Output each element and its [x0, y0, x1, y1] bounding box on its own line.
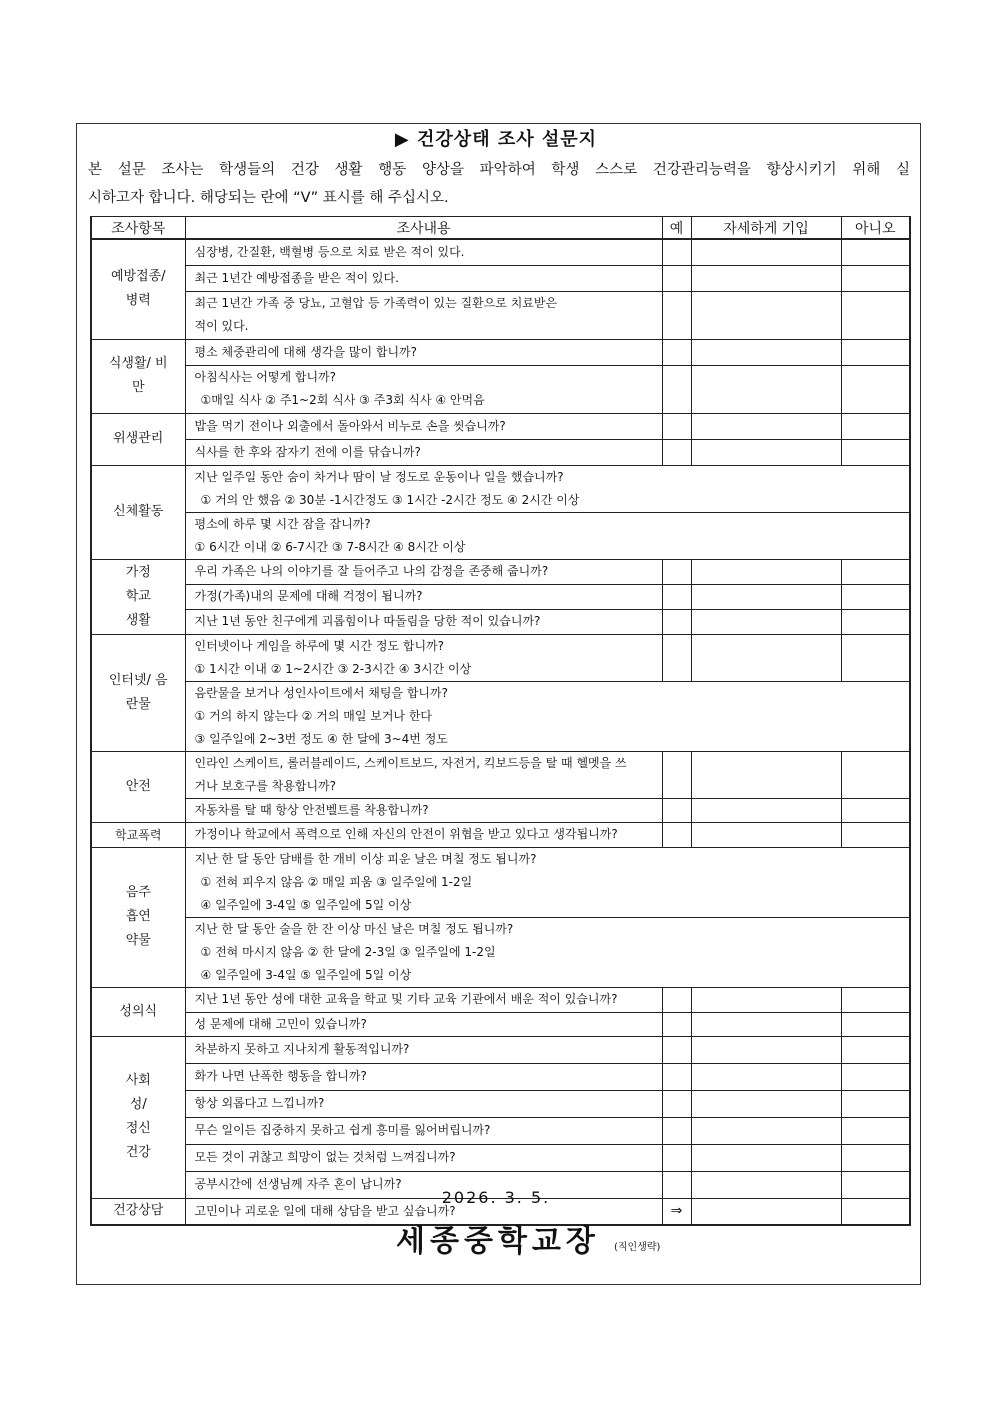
answer-options: ① 거의 하지 않는다 ② 거의 매일 보거나 한다	[194, 708, 433, 723]
answer-yes-cell[interactable]	[662, 798, 691, 822]
answer-options: ③ 일주일에 2~3번 정도 ④ 한 달에 3~4번 정도	[194, 731, 448, 746]
answer-yes-cell[interactable]	[662, 1117, 691, 1144]
category-internet: 인터넷/ 음란물	[91, 634, 185, 751]
answer-no-cell[interactable]	[841, 634, 910, 681]
answer-options: ① 1시간 이내 ② 1~2시간 ③ 2-3시간 ④ 3시간 이상	[194, 661, 472, 676]
answer-detail-cell[interactable]	[691, 365, 841, 413]
answer-no-cell[interactable]	[841, 291, 910, 339]
table-row	[91, 291, 910, 339]
question-text	[185, 917, 910, 987]
table-row	[91, 1036, 910, 1063]
answer-yes-cell[interactable]	[662, 1036, 691, 1063]
header-no: 아니오	[841, 217, 910, 240]
category-mental: 사회 성/ 정신 건강	[91, 1036, 185, 1198]
answer-detail-cell[interactable]	[691, 291, 841, 339]
category-prevention: 예방접종/ 병력	[91, 239, 185, 339]
answer-detail-cell[interactable]	[691, 413, 841, 439]
answer-yes-cell[interactable]	[662, 239, 691, 265]
question-text: 심장병, 간질환, 백혈병 등으로 치료 받은 적이 있다.	[185, 239, 662, 265]
answer-yes-cell[interactable]	[662, 822, 691, 847]
answer-yes-cell[interactable]	[662, 987, 691, 1012]
category-violence: 학교폭력	[91, 822, 185, 847]
answer-yes-cell[interactable]	[662, 584, 691, 609]
table-row	[91, 1090, 910, 1117]
answer-yes-cell[interactable]	[662, 634, 691, 681]
header-content: 조사내용	[185, 217, 662, 240]
category-physical: 신체활동	[91, 465, 185, 559]
question-text: 우리 가족은 나의 이야기를 잘 들어주고 나의 감정을 존중해 줍니까?	[185, 559, 662, 584]
answer-no-cell[interactable]	[841, 1036, 910, 1063]
seal-note: (직인생략)	[614, 1242, 661, 1253]
question-line: 음란물을 보거나 성인사이트에서 채팅을 합니까?	[194, 685, 448, 700]
answer-yes-cell[interactable]	[662, 265, 691, 291]
answer-yes-cell[interactable]	[662, 365, 691, 413]
answer-yes-cell[interactable]	[662, 1090, 691, 1117]
answer-detail-cell[interactable]	[691, 1144, 841, 1171]
answer-detail-cell[interactable]	[691, 1012, 841, 1036]
answer-no-cell[interactable]	[841, 751, 910, 798]
table-row	[91, 365, 910, 413]
question-text: 화가 나면 난폭한 행동을 합니까?	[185, 1063, 662, 1090]
answer-no-cell[interactable]	[841, 584, 910, 609]
answer-options: ①매일 식사 ② 주1~2회 식사 ③ 주3회 식사 ④ 안먹음	[200, 393, 485, 407]
question-text: 최근 1년간 예방접종을 받은 적이 있다.	[185, 265, 662, 291]
answer-no-cell[interactable]	[841, 822, 910, 847]
answer-options: ① 거의 안 했음 ② 30분 -1시간정도 ③ 1시간 -2시간 정도 ④ 2시간 이상	[200, 492, 580, 507]
signer-name: 세종중학교장	[396, 1224, 600, 1259]
question-text: 식사를 한 후와 잠자기 전에 이를 닦습니까?	[185, 439, 662, 465]
question-text	[185, 512, 910, 559]
answer-options: ① 전혀 피우지 않음 ② 매일 피움 ③ 일주일에 1-2일	[200, 874, 473, 889]
question-text	[185, 291, 662, 339]
table-row	[91, 1144, 910, 1171]
answer-yes-cell[interactable]	[662, 559, 691, 584]
answer-no-cell[interactable]	[841, 265, 910, 291]
answer-options: ① 전혀 마시지 않음 ② 한 달에 2-3일 ③ 일주일에 1-2일	[200, 944, 496, 959]
header-yes: 예	[662, 217, 691, 240]
answer-detail-cell[interactable]	[691, 559, 841, 584]
header-detail: 자세하게 기입	[691, 217, 841, 240]
question-text: 차분하지 못하고 지나치게 활동적입니까?	[185, 1036, 662, 1063]
question-text: 성 문제에 대해 고민이 있습니까?	[185, 1012, 662, 1036]
intro-line-2: 시하고자 합니다. 해당되는 란에 “V” 표시를 해 주십시오.	[88, 190, 449, 206]
table-row	[91, 1012, 910, 1036]
table-row	[91, 265, 910, 291]
answer-no-cell[interactable]	[841, 339, 910, 365]
question-text: 가정이나 학교에서 폭력으로 인해 자신의 안전이 위협을 받고 있다고 생각됩니까?	[185, 822, 662, 847]
table-row	[91, 439, 910, 465]
category-safety: 안전	[91, 751, 185, 822]
answer-no-cell[interactable]	[841, 1012, 910, 1036]
question-text: 지난 1년 동안 친구에게 괴롭힘이나 따돌림을 당한 적이 있습니까?	[185, 609, 662, 634]
table-row	[91, 847, 910, 917]
table-row	[91, 1063, 910, 1090]
question-text: 가정(가족)내의 문제에 대해 걱정이 됩니까?	[185, 584, 662, 609]
question-text	[185, 847, 910, 917]
consult-arrow: ⇒	[662, 1198, 691, 1225]
category-hygiene: 위생관리	[91, 413, 185, 465]
answer-yes-cell[interactable]	[662, 339, 691, 365]
question-text: 지난 1년 동안 성에 대한 교육을 학교 및 기타 교육 기관에서 배운 적이 있습니까?	[185, 987, 662, 1012]
question-text	[185, 365, 662, 413]
answer-no-cell[interactable]	[841, 365, 910, 413]
answer-no-cell[interactable]	[841, 1090, 910, 1117]
question-line: 지난 일주일 동안 숨이 차거나 땀이 날 정도로 운동이나 일을 했습니까?	[194, 469, 564, 484]
table-row	[91, 987, 910, 1012]
question-text: 모든 것이 귀찮고 희망이 없는 것처럼 느껴집니까?	[185, 1144, 662, 1171]
table-row	[91, 751, 910, 798]
answer-no-cell[interactable]	[841, 413, 910, 439]
question-line: 최근 1년간 가족 중 당뇨, 고혈압 등 가족력이 있는 질환으로 치료받은	[194, 296, 558, 310]
answer-detail-cell[interactable]	[691, 1036, 841, 1063]
answer-no-cell[interactable]	[841, 798, 910, 822]
answer-yes-cell[interactable]	[662, 1144, 691, 1171]
question-line: 거나 보호구를 착용합니까?	[194, 778, 337, 793]
answer-yes-cell[interactable]	[662, 1012, 691, 1036]
answer-yes-cell[interactable]	[662, 609, 691, 634]
question-text: 평소 체중관리에 대해 생각을 많이 합니까?	[185, 339, 662, 365]
answer-yes-cell[interactable]	[662, 291, 691, 339]
category-substance: 음주 흡연 약물	[91, 847, 185, 987]
answer-detail-cell[interactable]	[691, 609, 841, 634]
table-row	[91, 239, 910, 265]
question-text: 자동차를 탈 때 항상 안전벨트를 착용합니까?	[185, 798, 662, 822]
question-text: 고민이나 괴로운 일에 대해 상담을 받고 싶습니까?	[185, 1198, 662, 1225]
question-text	[185, 681, 910, 751]
question-line: 적이 있다.	[194, 319, 249, 333]
question-line: 평소에 하루 몇 시간 잠을 잡니까?	[194, 516, 371, 531]
answer-detail-cell[interactable]	[691, 822, 841, 847]
answer-no-cell[interactable]	[841, 439, 910, 465]
intro-line-1: 본 설문 조사는 학생들의 건강 생활 행동 양상을 파악하여 학생 스스로 건강관리능력을 향상시키기 위해 실	[88, 162, 910, 178]
table-row	[91, 609, 910, 634]
question-line: 지난 한 달 동안 술을 한 잔 이상 마신 날은 며칠 정도 됩니까?	[194, 921, 514, 936]
table-row	[91, 584, 910, 609]
table-row	[91, 798, 910, 822]
table-row	[91, 1117, 910, 1144]
header-category: 조사항목	[91, 217, 185, 240]
question-text: 항상 외롭다고 느낍니까?	[185, 1090, 662, 1117]
answer-yes-cell[interactable]	[662, 413, 691, 439]
answer-detail-cell[interactable]	[691, 798, 841, 822]
answer-detail-cell[interactable]	[691, 1117, 841, 1144]
category-diet: 식생활/ 비만	[91, 339, 185, 413]
question-line: 인터넷이나 게임을 하루에 몇 시간 정도 합니까?	[194, 638, 445, 653]
question-line: 인라인 스케이트, 롤러블레이드, 스케이트보드, 자전거, 킥보드등을 탈 때 헬멧을 쓰	[194, 755, 627, 770]
answer-options: ④ 일주일에 3-4일 ⑤ 일주일에 5일 이상	[200, 967, 412, 982]
page-title: ▶ 건강상태 조사 설문지	[394, 129, 598, 150]
answer-yes-cell[interactable]	[662, 439, 691, 465]
category-consult: 건강상담	[91, 1198, 185, 1225]
answer-options: ④ 일주일에 3-4일 ⑤ 일주일에 5일 이상	[200, 897, 412, 912]
answer-no-cell[interactable]	[841, 987, 910, 1012]
answer-detail-cell[interactable]	[691, 1090, 841, 1117]
question-text: 공부시간에 선생님께 자주 혼이 납니까?	[185, 1171, 662, 1198]
answer-detail-cell[interactable]	[691, 1063, 841, 1090]
category-family: 가정 학교 생활	[91, 559, 185, 634]
table-row	[91, 512, 910, 559]
answer-detail-cell[interactable]	[691, 634, 841, 681]
question-text	[185, 634, 662, 681]
table-row	[91, 822, 910, 847]
table-row	[91, 634, 910, 681]
answer-no-cell[interactable]	[841, 239, 910, 265]
answer-no-cell[interactable]	[841, 609, 910, 634]
header-row	[91, 217, 910, 240]
answer-options: ① 6시간 이내 ② 6-7시간 ③ 7-8시간 ④ 8시간 이상	[194, 539, 466, 554]
table-row	[91, 559, 910, 584]
question-line: 지난 한 달 동안 담배를 한 개비 이상 피운 날은 며칠 정도 됩니까?	[194, 851, 537, 866]
table-row	[91, 681, 910, 751]
answer-detail-cell[interactable]	[691, 339, 841, 365]
table-row	[91, 413, 910, 439]
question-text	[185, 751, 662, 798]
answer-yes-cell[interactable]	[662, 1063, 691, 1090]
answer-detail-cell[interactable]	[691, 239, 841, 265]
answer-detail-cell[interactable]	[691, 265, 841, 291]
question-text: 밥을 먹기 전이나 외출에서 돌아와서 비누로 손을 씻습니까?	[185, 413, 662, 439]
table-row	[91, 339, 910, 365]
table-row	[91, 917, 910, 987]
table-row	[91, 465, 910, 512]
issue-date: 2026. 3. 5.	[441, 1188, 551, 1207]
question-line: 아침식사는 어떻게 합니까?	[194, 370, 337, 384]
category-sex: 성의식	[91, 987, 185, 1036]
answer-yes-cell[interactable]	[662, 751, 691, 798]
answer-no-cell[interactable]	[841, 559, 910, 584]
answer-no-cell[interactable]	[841, 1144, 910, 1171]
answer-detail-cell[interactable]	[691, 584, 841, 609]
answer-detail-cell[interactable]	[691, 987, 841, 1012]
survey-table	[90, 216, 911, 1226]
answer-no-cell[interactable]	[841, 1117, 910, 1144]
answer-no-cell[interactable]	[841, 1063, 910, 1090]
answer-detail-cell[interactable]	[691, 439, 841, 465]
answer-detail-cell[interactable]	[691, 751, 841, 798]
question-text	[185, 465, 910, 512]
question-text: 무슨 일이든 집중하지 못하고 쉽게 흥미를 잃어버립니까?	[185, 1117, 662, 1144]
